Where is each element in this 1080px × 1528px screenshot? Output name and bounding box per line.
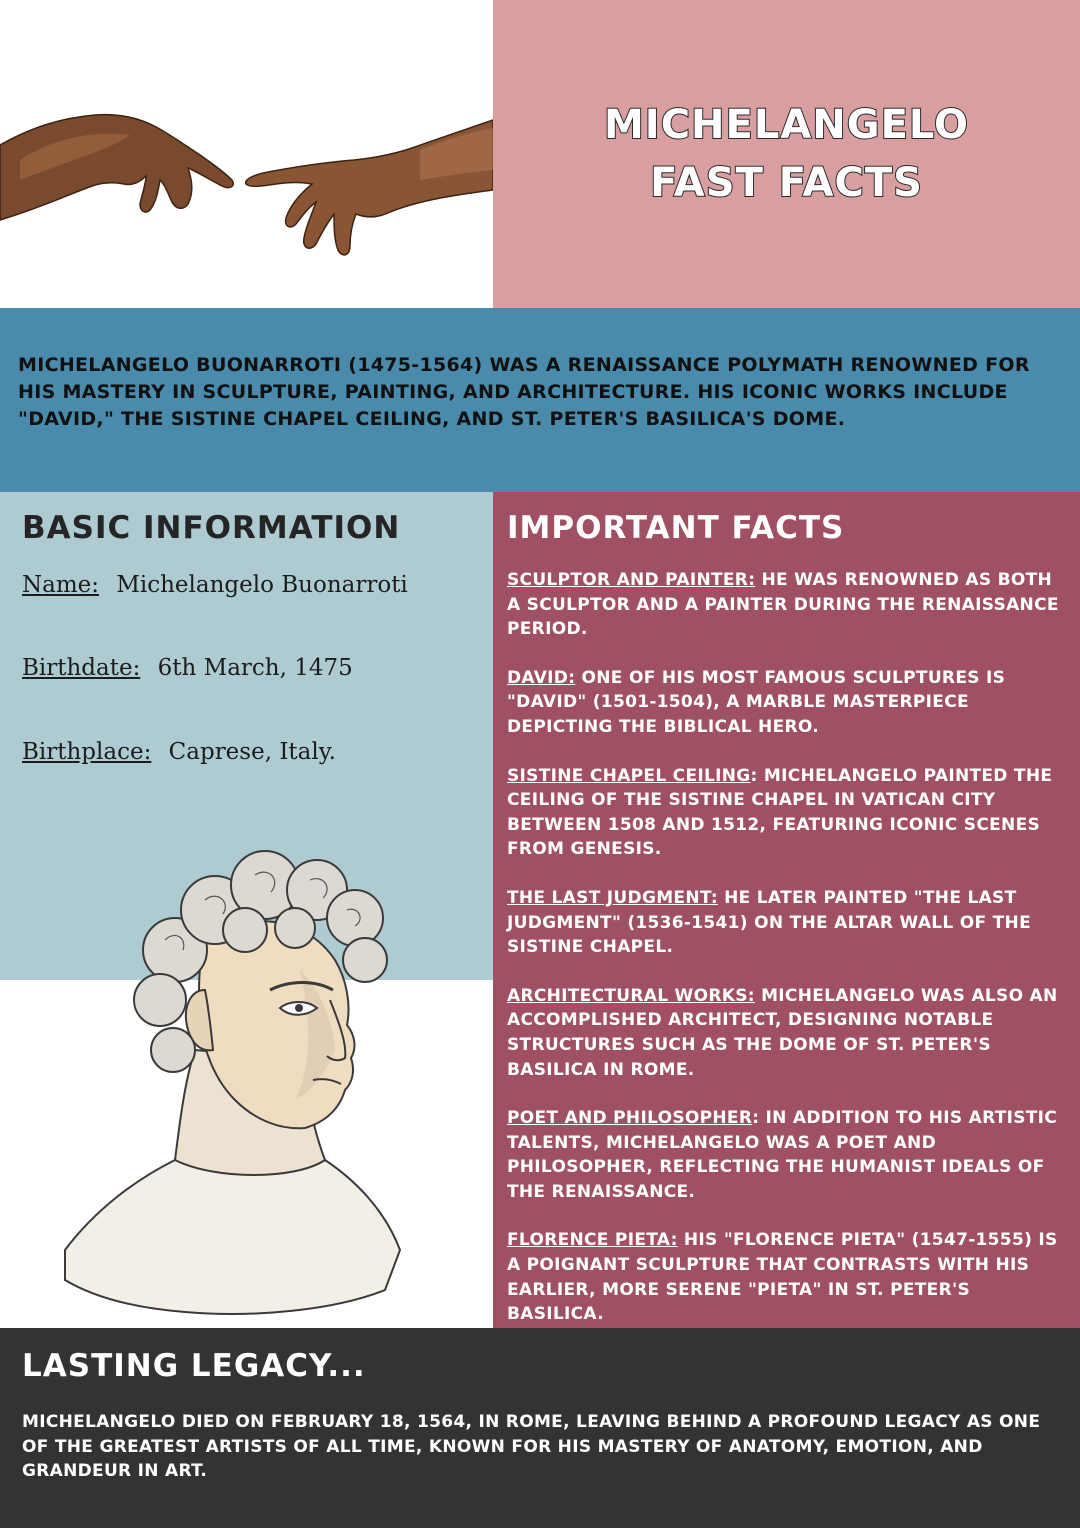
david-bust-image [55,830,405,1320]
title-line-2: FAST FACTS [650,160,923,206]
important-facts-section [493,492,1080,1328]
fact-text: HE LATER PAINTED "THE LAST JUDGMENT" (1536-1541) ON THE ALTAR WALL OF THE SISTINE CHAPEL. [507,887,1031,958]
important-facts-heading: IMPORTANT FACTS [507,510,845,546]
name-value: Michelangelo Buonarroti [116,572,408,598]
lasting-legacy-text: MICHELANGELO DIED ON FEBRUARY 18, 1564, IN ROME, LEAVING BEHIND A PROFOUND LEGACY AS ONE OF THE GREATEST ARTISTS OF ALL TIME, KNOWN FOR HIS MASTERY OF ANATOMY, EMOTION, AND GRANDEUR IN ART. [22,1412,1041,1482]
hands-illustration-panel [0,0,493,308]
fact-text: : MICHELANGELO PAINTED THE CEILING OF THE SISTINE CHAPEL IN VATICAN CITY BETWEEN 1508 AND 1512, FEATURING ICONIC SCENES FROM GENESIS. [507,765,1053,860]
fact-title: THE LAST JUDGMENT: [507,887,718,908]
fact-item [507,764,1066,862]
fact-item [507,666,1066,740]
birthplace-label: Birthplace: [22,739,152,765]
fact-text: : IN ADDITION TO HIS ARTISTIC TALENTS, MICHELANGELO WAS A POET AND PHILOSOPHER, REFLECTING THE HUMANIST IDEALS OF THE RENAISSANCE. [507,1108,1058,1202]
fact-title: DAVID: [507,667,576,688]
creation-of-adam-hands-image [0,0,493,308]
basic-information-heading: BASIC INFORMATION [22,510,401,546]
fact-title: FLORENCE PIETA: [507,1230,678,1251]
fact-title: SISTINE CHAPEL CEILING [507,765,751,786]
lasting-legacy-heading: LASTING LEGACY... [22,1348,366,1384]
birthplace-row [22,739,336,765]
name-row [22,572,408,598]
fact-text: HIS "FLORENCE PIETA" (1547-1555) IS A POIGNANT SCULPTURE THAT CONTRASTS WITH HIS EARLIER, MORE SERENE "PIETA" IN ST. PETER'S BASILICA. [507,1230,1058,1325]
birthdate-row [22,655,353,681]
title-line-1: MICHELANGELO [604,102,969,148]
birthdate-value: 6th March, 1475 [157,655,353,681]
intro-text: MICHELANGELO BUONARROTI (1475-1564) WAS A RENAISSANCE POLYMATH RENOWNED FOR HIS MASTERY IN SCULPTURE, PAINTING, AND ARCHITECTURE. HIS ICONIC WORKS INCLUDE "DAVID," THE SISTINE CHAPEL CEILING, AND ST. PETER'S BASILICA'S DOME. [18,354,1030,430]
lasting-legacy-section [0,1328,1080,1528]
fact-title: ARCHITECTURAL WORKS: [507,985,755,1006]
fact-item [507,886,1066,960]
name-label: Name: [22,572,100,598]
fact-item [507,1106,1066,1204]
intro-section [0,308,1080,492]
fact-title: SCULPTOR AND PAINTER: [507,570,756,590]
fact-text: MICHELANGELO WAS ALSO AN ACCOMPLISHED ARCHITECT, DESIGNING NOTABLE STRUCTURES SUCH AS THE DOME OF ST. PETER'S BASILICA IN ROME. [507,985,1058,1080]
fact-text: ONE OF HIS MOST FAMOUS SCULPTURES IS "DAVID" (1501-1504), A MARBLE MASTERPIECE DEPICTING THE BIBLICAL HERO. [507,667,1006,737]
fact-text: HE WAS RENOWNED AS BOTH A SCULPTOR AND A PAINTER DURING THE RENAISSANCE PERIOD. [507,570,1059,640]
birthdate-label: Birthdate: [22,655,141,681]
fact-title: POET AND PHILOSOPHER [507,1108,753,1129]
page-title [604,96,969,212]
fact-item [507,568,1066,642]
fact-item [507,984,1066,1082]
title-panel [493,0,1080,308]
birthplace-value: Caprese, Italy. [168,739,336,765]
fact-item [507,1228,1066,1326]
